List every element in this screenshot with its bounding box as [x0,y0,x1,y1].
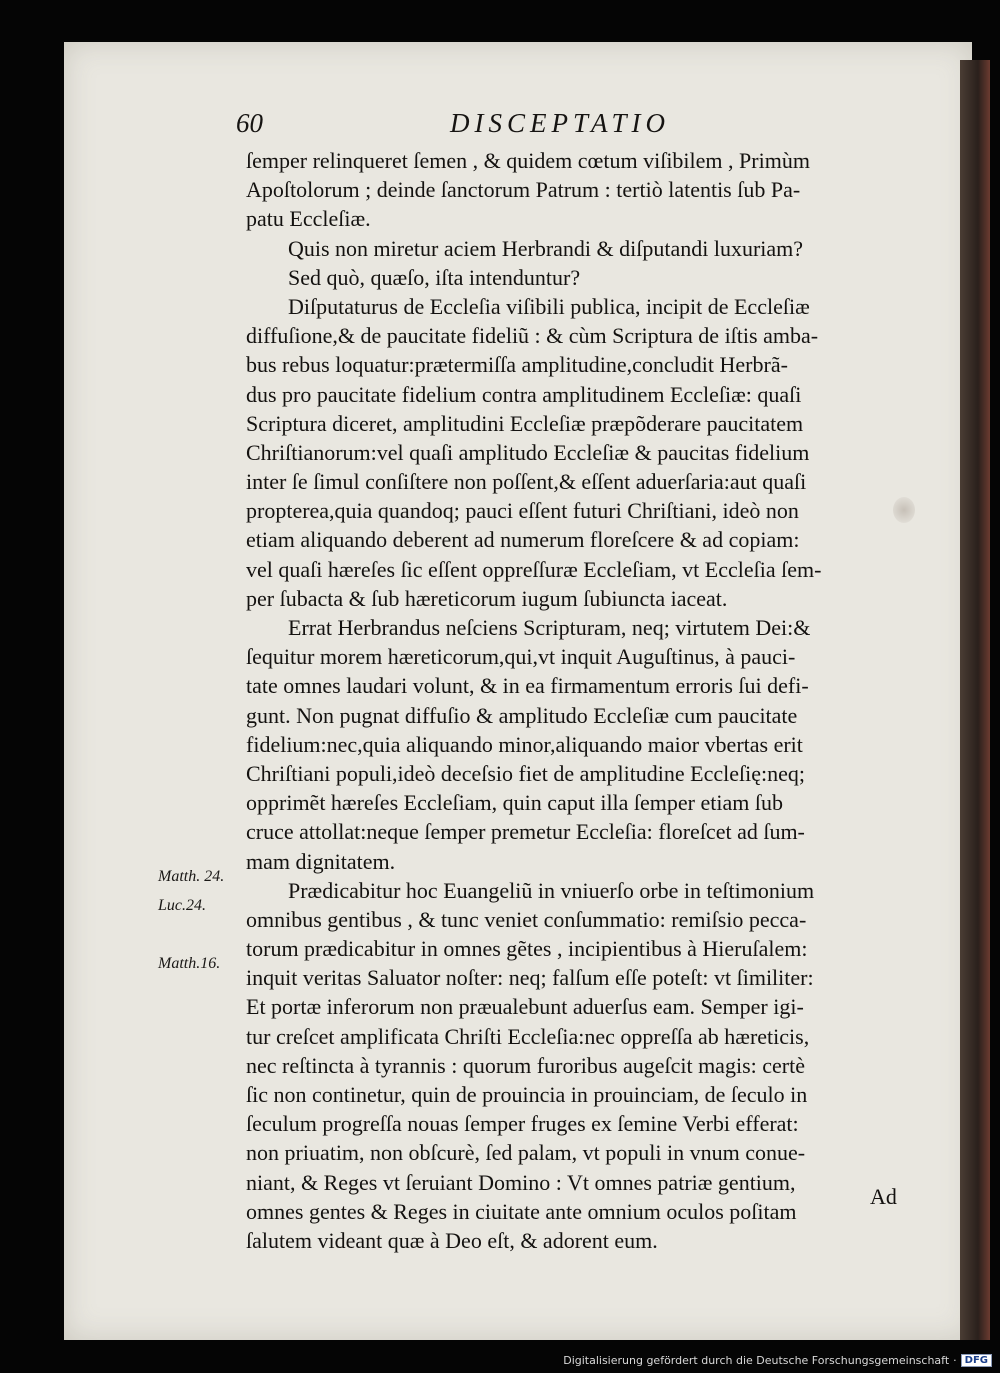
text-line: omnes gentes & Reges in ciuitate ante omnium oculos poſitam [246,1198,797,1224]
text-line: omnibus gentibus , & tunc veniet conſummatio: remiſsio pecca- [246,906,807,932]
text-line: vel quaſi hæreſes ſic eſſent oppreſſuræ Eccleſiam, vt Eccleſia ſem- [246,556,822,582]
text-line: inter ſe ſimul conſiſtere non poſſent,& eſſent aduerſaria:aut quaſi [246,469,807,495]
text-line: non priuatim, non obſcurè, ſed palam, vt populi in vnum conue- [246,1140,806,1166]
footer-text: Digitalisierung gefördert durch die Deutsche Forschungsgemeinschaft [563,1353,950,1367]
text-line: fidelium:nec,quia aliquando minor,aliquando maior vbertas erit [246,731,803,757]
text-line: patu Eccleſiæ. [246,206,371,232]
text-line: ſequitur morem hæreticorum,qui,vt inquit Auguſtinus, à pauci- [246,644,796,670]
text-line: Diſputaturus de Eccleſia viſibili publica, incipit de Eccleſiæ [288,293,810,319]
text-line: Scriptura diceret, amplitudini Eccleſiæ præpõderare paucitatem [246,410,804,436]
text-line: mam dignitatem. [246,848,396,874]
text-line: cruce attollat:neque ſemper premetur Eccleſia: floreſcet ad ſum- [246,819,805,845]
text-line: inquit veritas Saluator noſter: neq; falſum eſſe poteſt: vt ſimiliter: [246,965,814,991]
text-line: Apoſtolorum ; deinde ſanctorum Patrum : tertiò latentis ſub Pa- [246,177,801,203]
text-line: Chriſtiani populi,ideò deceſsio fiet de amplitudine Eccleſię:neq; [246,760,806,786]
text-line: propterea,quia quandoq; pauci eſſent futuri Chriſtiani, ideò non [246,498,799,524]
margin-note: Luc.24. [158,897,206,914]
text-line: nec reſtincta à tyrannis : quorum furoribus augeſcit magis: certè [246,1052,805,1078]
text-line: niant, & Reges vt ſeruiant Domino : Vt omnes patriæ gentium, [246,1169,796,1195]
catchword: Ad [870,1184,897,1209]
text-line: Et portæ inferorum non præualebunt aduerſus eam. Semper igi- [246,994,804,1020]
footer-separator: · [953,1353,957,1367]
text-line: etiam aliquando deberent ad numerum floreſcere & ad copiam: [246,527,800,553]
text-line: ſeculum progreſſa nouas ſemper fruges ex ſemine Verbi efferat: [246,1111,799,1137]
page-edge [960,60,990,1340]
dfg-logo-icon: DFG [961,1354,992,1367]
text-line: torum prædicabitur in omnes gẽtes , incipientibus à Hieruſalem: [246,936,808,962]
text-line: ſalutem videant quæ à Deo eſt, & adorent eum. [246,1227,658,1253]
text-line: ſemper relinqueret ſemen , & quidem cœtum viſibilem , Primùm [246,148,810,173]
text-line: Sed quò, quæſo, iſta intenduntur? [288,264,581,290]
running-title: DISCEPTATIO [450,108,670,138]
margin-note: Matth.16. [158,955,221,972]
footer [563,1351,992,1369]
running-head [236,108,816,142]
text-line: Errat Herbrandus neſciens Scripturam, neq; virtutem Dei:& [288,615,811,640]
text-line: bus rebus loquatur:prætermiſſa amplitudine,concludit Herbrã- [246,352,788,378]
text-line: Chriſtianorum:vel quaſi amplitudo Eccleſiæ & paucitas fidelium [246,439,810,465]
text-line: ſic non continetur, quin de prouincia in prouinciam, de ſeculo in [246,1082,808,1107]
text-line: diffuſione,& de paucitate fideliũ : & cùm Scriptura de iſtis amba- [246,323,819,349]
page-number: 60 [236,108,263,138]
text-line: Quis non miretur aciem Herbrandi & diſputandi luxuriam? [288,235,804,261]
text-line: Prædicabitur hoc Euangeliũ in vniuerſo orbe in teſtimonium [288,877,815,903]
margin-note: Matth. 24. [158,868,225,885]
text-line: gunt. Non pugnat diffuſio & amplitudo Eccleſiæ cum paucitate [246,702,798,728]
text-line: per ſubacta & ſub hæreticorum iugum ſubiuncta iaceat. [246,585,728,611]
text-line: tate omnes laudari volunt, & in ea firmamentum erroris ſui defi- [246,673,809,699]
text-line: opprimẽt hæreſes Eccleſiam, quin caput illa ſemper etiam ſub [246,790,783,816]
body-text [246,146,906,1255]
text-line: tur creſcet amplificata Chriſti Eccleſia:nec oppreſſa ab hæreticis, [246,1023,810,1049]
text-line: dus pro paucitate fidelium contra amplitudinem Eccleſiæ: quaſi [246,381,802,407]
